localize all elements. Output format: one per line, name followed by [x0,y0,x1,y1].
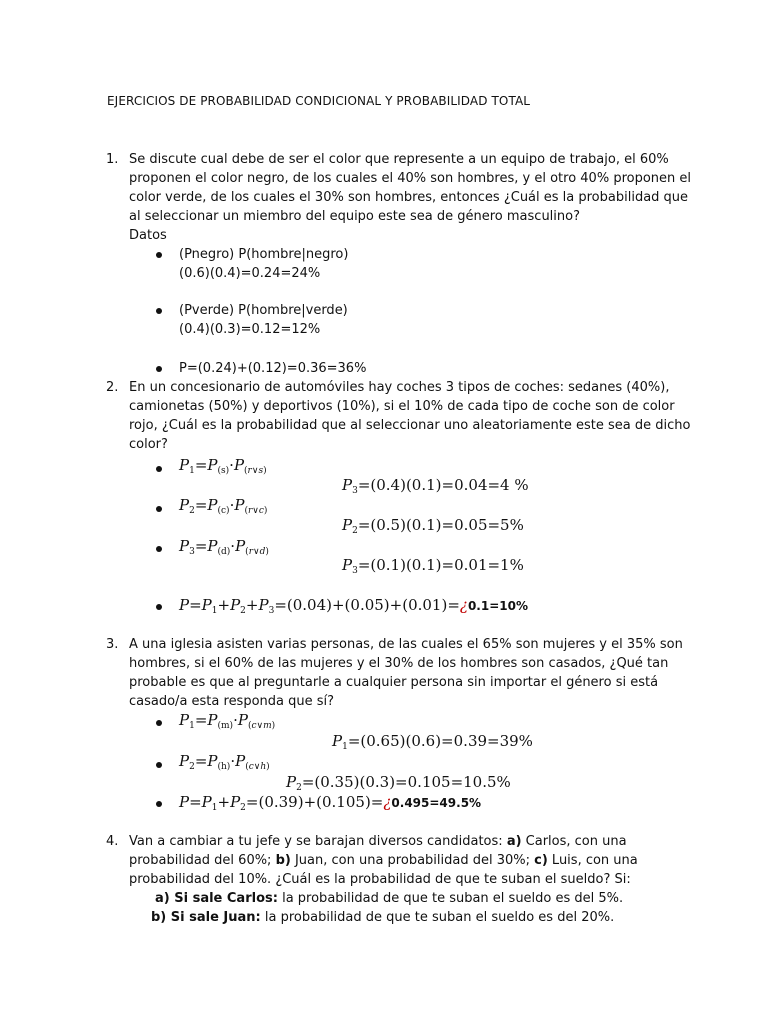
q2-total: $P=P_1+P_2+P_3=(0.04)+(0.05)+(0.01)=¿0.1=10\%$ [179,596,528,616]
q4-number: 4. [106,834,119,849]
bullet-icon [156,801,162,807]
q1-line-3: color verde, de los cuales el 30% son hombres, entonces ¿Cuál es la probabilidad que [129,190,689,205]
q2-formula-p1: $P_1=P_{(s)}\cdot P_{(r\vee s)}$ [179,456,267,476]
bullet-icon [156,308,162,314]
q1-line-2: proponen el color negro, de los cuales el 40% son hombres, y el otro 40% proponen el [129,171,692,186]
q3-result-p1: $P_1=(0.65)(0.6)=0.39=39\%$ [332,732,533,752]
q1-number: 1. [106,152,119,167]
q3-number: 3. [106,637,119,652]
q2-line-1: En un concesionario de automóviles hay coches 3 tipos de coches: sedanes (40%), [129,380,670,395]
q2-result-p3: $P_3=(0.1)(0.1)=0.01=1\%$ [342,556,524,576]
q2-result-p1: $P_3=(0.4)(0.1)=0.04=4$ % [342,476,529,496]
q2-line-2: camionetas (50%) y deportivos (10%), si el 10% de cada tipo de coche son de color [129,399,675,414]
q4-line-1: Van a cambiar a tu jefe y se barajan diversos candidatos: a) Carlos, con una [129,834,627,849]
q3-formula-p1: $P_1=P_{(m)}\cdot P_{(c\vee m)}$ [179,711,276,731]
q1-bullet2-line2: (0.4)(0.3)=0.12=12% [179,322,321,337]
q2-result-p2: $P_2=(0.5)(0.1)=0.05=5\%$ [342,516,524,536]
q4-option-b: b) Si sale Juan: la probabilidad de que te suban el sueldo es del 20%. [151,910,615,925]
bullet-icon [156,546,162,552]
bullet-icon [156,604,162,610]
q3-line-1: A una iglesia asisten varias personas, de las cuales el 65% son mujeres y el 35% son [129,637,683,652]
q3-result-p2: $P_2=(0.35)(0.3)=0.105=10.5\%$ [286,773,511,793]
q1-bullet2-line1: (Pverde) P(hombre|verde) [179,303,348,318]
bullet-icon [156,720,162,726]
bullet-icon [156,252,162,258]
bullet-icon [156,762,162,768]
q2-formula-p3: $P_3=P_{(d)}\cdot P_{(r\vee d)}$ [179,537,269,557]
q3-formula-p2: $P_2=P_{(h)}\cdot P_{(c\vee h)}$ [179,752,270,772]
q2-formula-p2: $P_2=P_{(c)}\cdot P_{(r\vee c)}$ [179,496,268,516]
page-title: EJERCICIOS DE PROBABILIDAD CONDICIONAL Y PROBABILIDAD TOTAL [107,94,531,108]
bullet-icon [156,366,162,372]
q1-bullet3-total: P=(0.24)+(0.12)=0.36=36% [179,361,367,376]
q1-line-1: Se discute cual debe de ser el color que represente a un equipo de trabajo, el 60% [129,152,669,167]
q1-datos-label: Datos [129,228,167,243]
q2-number: 2. [106,380,119,395]
q3-line-4: casado/a esta responda que sí? [129,694,335,709]
q3-total: $P=P_1+P_2=(0.39)+(0.105)=¿0.495=49.5\%$ [179,793,482,813]
bullet-icon [156,466,162,472]
q1-bullet1-line2: (0.6)(0.4)=0.24=24% [179,266,321,281]
q1-bullet1-line1: (Pnegro) P(hombre|negro) [179,247,349,262]
q2-line-4: color? [129,437,168,452]
q2-line-3: rojo, ¿Cuál es la probabilidad que al seleccionar uno aleatoriamente este sea de dicho [129,418,691,433]
q4-line-2: probabilidad del 60%; b) Juan, con una probabilidad del 30%; c) Luis, con una [129,853,638,868]
q4-line-3: probabilidad del 10%. ¿Cuál es la probabilidad de que te suban el sueldo? Si: [129,872,631,887]
q3-line-3: probable es que al preguntarle a cualquier persona sin importar el género si está [129,675,659,690]
q3-line-2: hombres, si el 60% de las mujeres y el 30% de los hombres son casados, ¿Qué tan [129,656,669,671]
q1-line-4: al seleccionar un miembro del equipo este sea de género masculino? [129,209,581,224]
q4-option-a: a) Si sale Carlos: la probabilidad de que te suban el sueldo es del 5%. [155,891,624,906]
bullet-icon [156,506,162,512]
